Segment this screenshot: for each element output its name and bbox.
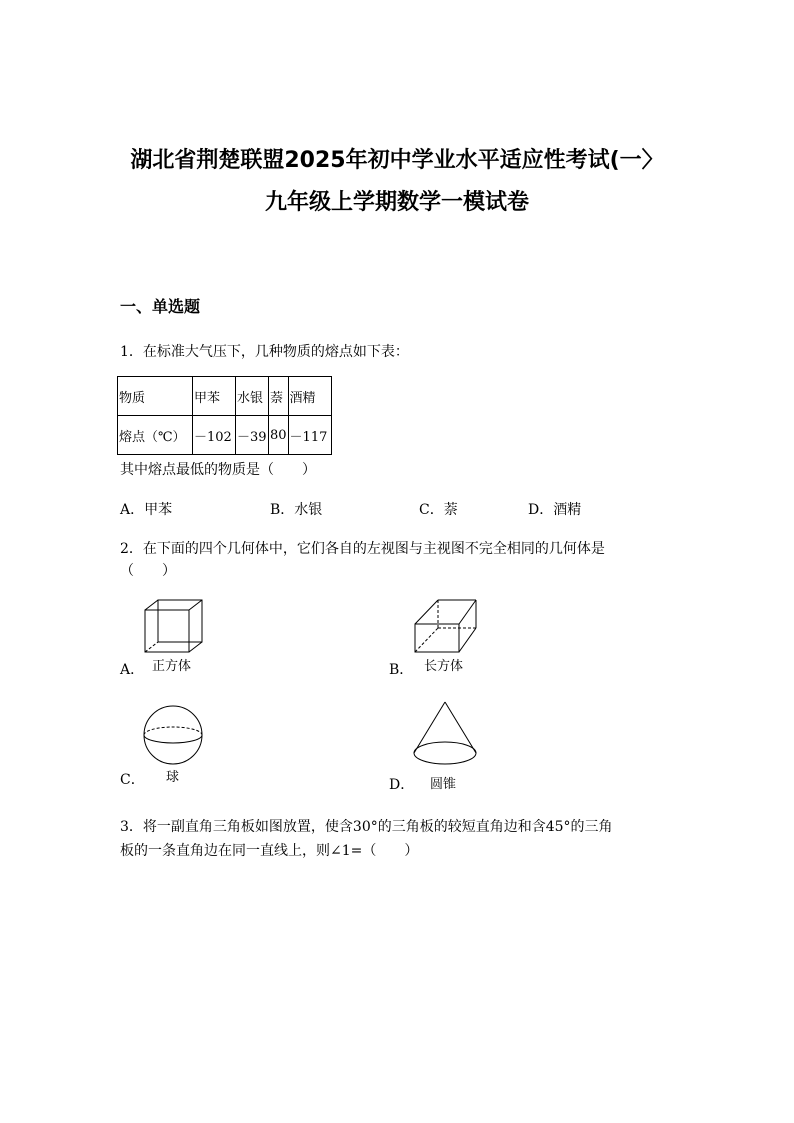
option-a[interactable]: A．甲苯 <box>120 502 173 518</box>
question-3-stem: 3．将一副直角三角板如图放置，使含30°的三角板的较短直角边和含45°的三角 <box>120 819 613 835</box>
table-cell: 萘 <box>269 377 289 416</box>
table-cell: －117 <box>288 416 331 455</box>
exam-title-line1: 湖北省荆楚联盟2025年初中学业水平适应性考试(一〉 <box>130 148 664 173</box>
cube-icon <box>140 598 210 656</box>
sphere-icon <box>140 704 206 766</box>
option-a-letter[interactable]: A． <box>120 662 145 678</box>
table-cell: －102 <box>193 416 236 455</box>
exam-title-line2: 九年级上学期数学一模试卷 <box>264 190 529 215</box>
question-1-stem: 1．在标准大气压下，几种物质的熔点如下表： <box>120 344 409 360</box>
question-1-ask: 其中熔点最低的物质是（ ） <box>120 462 316 478</box>
melting-point-table <box>117 376 332 455</box>
question-3-stem-cont: 板的一条直角边在同一直线上，则∠1=（ ） <box>120 843 419 859</box>
question-2-stem: 2．在下面的四个几何体中，它们各自的左视图与主视图不完全相同的几何体是 <box>120 541 605 557</box>
option-c-letter[interactable]: C． <box>120 772 145 788</box>
cuboid-label: 长方体 <box>424 659 464 674</box>
cuboid-icon <box>410 598 480 656</box>
table-cell: －39 <box>236 416 269 455</box>
table-cell: 80 <box>269 416 289 455</box>
cone-label: 圆锥 <box>430 777 457 792</box>
cube-label: 正方体 <box>152 659 192 674</box>
table-cell: 物质 <box>118 377 193 416</box>
cone-icon <box>410 700 480 770</box>
sphere-label: 球 <box>166 770 180 785</box>
question-2-stem-cont: （ ） <box>120 563 176 579</box>
table-cell: 酒精 <box>288 377 331 416</box>
section-heading: 一、单选题 <box>120 297 201 316</box>
table-cell: 水银 <box>236 377 269 416</box>
table-cell: 甲苯 <box>193 377 236 416</box>
option-b-letter[interactable]: B． <box>389 662 414 678</box>
option-d[interactable]: D．酒精 <box>528 502 582 518</box>
option-b[interactable]: B．水银 <box>270 502 323 518</box>
table-cell: 熔点（℃） <box>118 416 193 455</box>
option-d-letter[interactable]: D． <box>389 777 415 793</box>
option-c[interactable]: C．萘 <box>419 502 458 518</box>
